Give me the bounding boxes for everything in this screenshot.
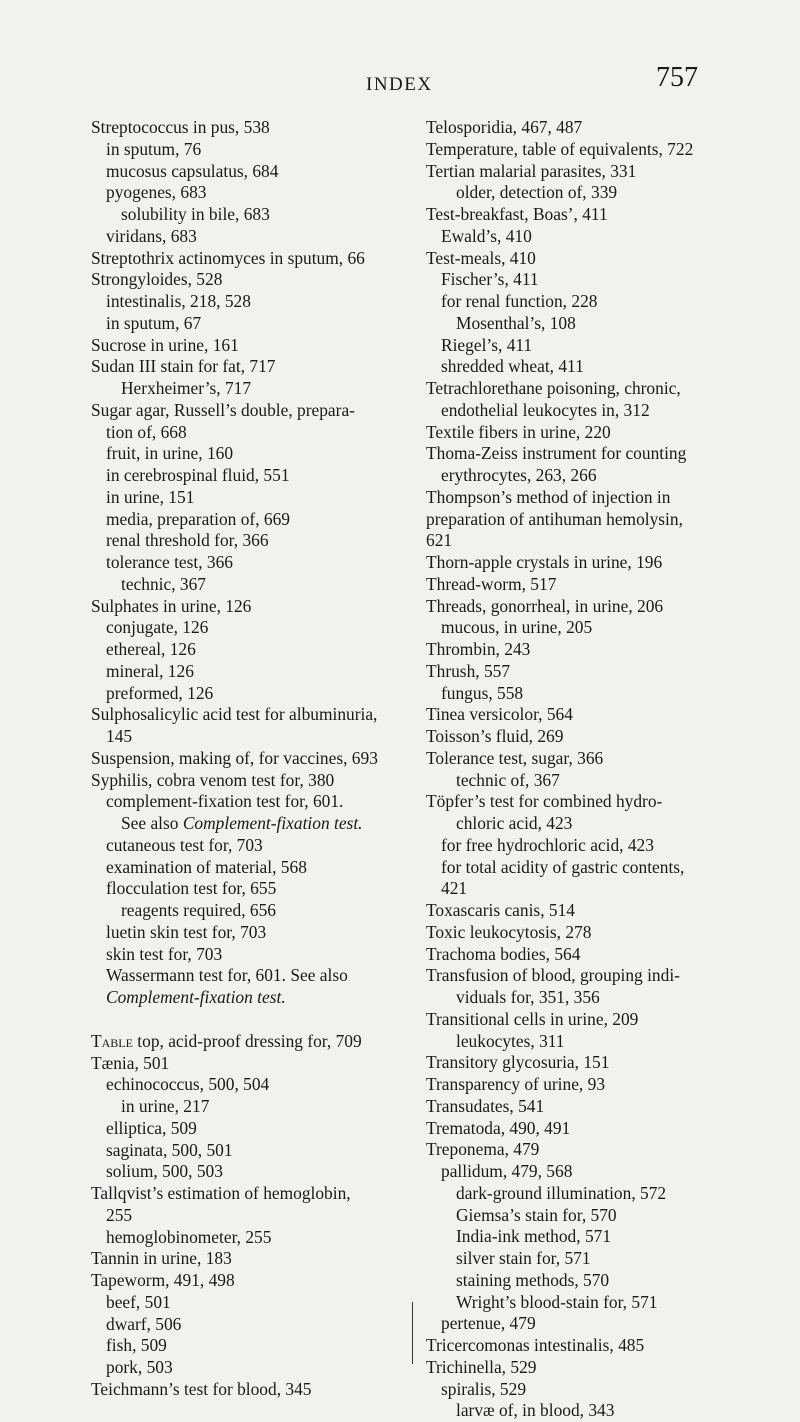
index-subsubentry: Giemsa’s stain for, 570 bbox=[456, 1204, 617, 1225]
index-subentry: mucosus capsulatus, 684 bbox=[106, 160, 279, 181]
index-subentry: preformed, 126 bbox=[106, 682, 214, 703]
index-subsubentry: Mosenthal’s, 108 bbox=[456, 312, 576, 333]
index-subentry: media, preparation of, 669 bbox=[106, 508, 290, 529]
index-subentry: for free hydrochloric acid, 423 bbox=[441, 834, 654, 855]
index-subentry: conjugate, 126 bbox=[106, 617, 209, 638]
index-entry: Thorn-apple crystals in urine, 196 bbox=[426, 552, 663, 572]
index-subentry: shredded wheat, 411 bbox=[441, 356, 584, 377]
index-entry: Test-meals, 410 bbox=[426, 247, 536, 268]
index-subsubentry: reagents required, 656 bbox=[121, 900, 277, 920]
index-entry: Thompson’s method of injection in bbox=[426, 486, 671, 507]
index-entry: Tallqvist’s estimation of hemoglobin, bbox=[91, 1183, 351, 1203]
index-subentry: Ewald’s, 410 bbox=[441, 225, 532, 246]
index-entry: Thrombin, 243 bbox=[426, 639, 531, 659]
index-subentry: pyogenes, 683 bbox=[106, 182, 207, 203]
index-entry: Thoma-Zeiss instrument for counting bbox=[426, 443, 687, 464]
index-entry: Treponema, 479 bbox=[426, 1139, 540, 1160]
index-entry: Tinea versicolor, 564 bbox=[426, 704, 573, 725]
index-entry: Textile fibers in urine, 220 bbox=[426, 421, 611, 442]
index-entry: Transitory glycosuria, 151 bbox=[426, 1052, 610, 1073]
index-entry-text: top, acid-proof dressing for, 709 bbox=[132, 1030, 362, 1051]
index-subentry: pertenue, 479 bbox=[441, 1313, 536, 1334]
index-subentry: echinococcus, 500, 504 bbox=[106, 1074, 270, 1095]
index-subentry: ethereal, 126 bbox=[106, 639, 196, 659]
index-entry: Trematoda, 490, 491 bbox=[426, 1117, 571, 1138]
index-entry-continuation: endothelial leukocytes in, 312 bbox=[441, 399, 650, 420]
index-cross-reference bbox=[91, 987, 421, 1009]
index-subentry: tolerance test, 366 bbox=[106, 552, 233, 572]
index-entry: Trachoma bodies, 564 bbox=[426, 943, 581, 964]
index-subentry: beef, 501 bbox=[106, 1291, 171, 1312]
index-entry: Thrush, 557 bbox=[426, 660, 511, 681]
index-entry: Streptococcus in pus, 538 bbox=[91, 117, 270, 137]
index-subentry: skin test for, 703 bbox=[106, 943, 223, 964]
running-head: INDEX bbox=[366, 74, 433, 95]
index-entry-continuation: preparation of antihuman hemolysin, bbox=[426, 508, 683, 529]
index-entry: Toisson’s fluid, 269 bbox=[426, 726, 564, 746]
index-entry: Toxascaris canis, 514 bbox=[426, 900, 575, 920]
index-entry-continuation: 621 bbox=[426, 530, 453, 551]
index-subentry: Wassermann test for, 601. See also bbox=[106, 965, 348, 986]
index-subentry: renal threshold for, 366 bbox=[106, 530, 269, 551]
index-subsubentry: older, detection of, 339 bbox=[456, 182, 618, 203]
see-also-target: Complement-fixation test. bbox=[106, 987, 286, 1007]
index-subsubentry: larvæ of, in blood, 343 bbox=[456, 1400, 615, 1421]
index-subentry: fish, 509 bbox=[106, 1335, 167, 1356]
index-subentry: for renal function, 228 bbox=[441, 291, 598, 311]
index-entry-continuation: 255 bbox=[106, 1204, 133, 1225]
index-entry: Tertian malarial parasites, 331 bbox=[426, 160, 637, 181]
index-subentry: mucous, in urine, 205 bbox=[441, 617, 593, 638]
index-entry: Transparency of urine, 93 bbox=[426, 1074, 606, 1094]
index-entry: Sucrose in urine, 161 bbox=[91, 334, 239, 355]
page-number: 757 bbox=[656, 62, 698, 93]
index-subentry: solium, 500, 503 bbox=[106, 1161, 223, 1182]
index-entry-continuation: 145 bbox=[106, 726, 133, 746]
index-column-left bbox=[91, 117, 421, 1401]
index-entry: Thread-worm, 517 bbox=[426, 573, 557, 594]
index-subentry: complement-fixation test for, 601. bbox=[106, 791, 344, 812]
index-entry: Teichmann’s test for blood, 345 bbox=[91, 1378, 312, 1399]
index-subentry: pallidum, 479, 568 bbox=[441, 1161, 573, 1181]
index-column-right bbox=[426, 117, 752, 1422]
index-subsubentry: technic, 367 bbox=[121, 573, 206, 594]
index-subentry: Fischer’s, 411 bbox=[441, 269, 539, 290]
index-subsubentry: leukocytes, 311 bbox=[456, 1030, 565, 1051]
index-subentry: spiralis, 529 bbox=[441, 1378, 527, 1399]
index-entry: Tapeworm, 491, 498 bbox=[91, 1270, 235, 1290]
index-entry: Test-breakfast, Boas’, 411 bbox=[426, 204, 608, 224]
index-entry bbox=[91, 1031, 421, 1053]
index-entry: Sugar agar, Russell’s double, prepara- bbox=[91, 399, 355, 420]
index-subentry: dwarf, 506 bbox=[106, 1313, 182, 1334]
index-subsubentry: dark-ground illumination, 572 bbox=[456, 1182, 667, 1203]
index-entry: Tricercomonas intestinalis, 485 bbox=[426, 1335, 645, 1355]
index-cross-reference bbox=[91, 813, 421, 835]
index-subsubentry: technic of, 367 bbox=[456, 769, 560, 790]
index-subentry: pork, 503 bbox=[106, 1357, 173, 1377]
index-subsubentry: silver stain for, 571 bbox=[456, 1248, 591, 1268]
index-subsubentry: in urine, 217 bbox=[121, 1096, 210, 1116]
index-entry: Sulphates in urine, 126 bbox=[91, 595, 252, 616]
index-subentry: elliptica, 509 bbox=[106, 1117, 197, 1138]
index-entry: Strongyloides, 528 bbox=[91, 269, 223, 290]
index-entry: Threads, gonorrheal, in urine, 206 bbox=[426, 595, 664, 616]
index-subsubentry: Herxheimer’s, 717 bbox=[121, 378, 252, 398]
index-entry: Trichinella, 529 bbox=[426, 1356, 537, 1377]
index-subsubentry: Wright’s blood-stain for, 571 bbox=[456, 1291, 658, 1312]
index-subsubentry: India-ink method, 571 bbox=[456, 1226, 612, 1247]
index-subentry: flocculation test for, 655 bbox=[106, 878, 277, 899]
index-entry-continuation: viduals for, 351, 356 bbox=[456, 987, 600, 1007]
index-entry: Toxic leukocytosis, 278 bbox=[426, 921, 592, 942]
index-entry-continuation: chloric acid, 423 bbox=[456, 813, 573, 833]
letter-section-gap bbox=[91, 1009, 421, 1031]
page-header bbox=[0, 62, 800, 102]
index-subentry: Riegel’s, 411 bbox=[441, 334, 533, 355]
index-entry-continuation: 421 bbox=[441, 878, 468, 899]
index-entry-continuation: tion of, 668 bbox=[106, 421, 187, 442]
index-subentry: in sputum, 76 bbox=[106, 138, 202, 159]
index-entry: Syphilis, cobra venom test for, 380 bbox=[91, 769, 335, 790]
index-entry: Sulphosalicylic acid test for albuminuria, bbox=[91, 704, 378, 725]
index-subentry: mineral, 126 bbox=[106, 660, 194, 681]
index-entry: Töpfer’s test for combined hydro- bbox=[426, 791, 663, 812]
index-entry: Transitional cells in urine, 209 bbox=[426, 1008, 639, 1029]
column-divider bbox=[412, 1302, 413, 1364]
index-subentry: saginata, 500, 501 bbox=[106, 1139, 233, 1160]
index-entry: Tetrachlorethane poisoning, chronic, bbox=[426, 378, 681, 398]
index-entry: Tænia, 501 bbox=[91, 1052, 170, 1073]
index-subsubentry: solubility in bile, 683 bbox=[121, 204, 270, 224]
index-entry: Suspension, making of, for vaccines, 693 bbox=[91, 747, 378, 768]
index-entry: Sudan III stain for fat, 717 bbox=[91, 356, 276, 377]
index-subentry: examination of material, 568 bbox=[106, 856, 307, 877]
index-subentry: fruit, in urine, 160 bbox=[106, 443, 234, 464]
see-also-label: See also bbox=[121, 813, 183, 833]
see-also-target: Complement-fixation test. bbox=[182, 813, 363, 833]
index-entry: Tolerance test, sugar, 366 bbox=[426, 747, 604, 768]
index-entry: Transfusion of blood, grouping indi- bbox=[426, 965, 680, 986]
index-subsubentry: staining methods, 570 bbox=[456, 1269, 610, 1290]
section-lead-word: Table bbox=[91, 1030, 133, 1051]
index-subentry: in sputum, 67 bbox=[106, 312, 202, 333]
index-entry-continuation: erythrocytes, 263, 266 bbox=[441, 465, 597, 485]
index-subentry: luetin skin test for, 703 bbox=[106, 921, 267, 942]
index-entry: Tannin in urine, 183 bbox=[91, 1248, 232, 1269]
index-entry: Transudates, 541 bbox=[426, 1095, 545, 1116]
index-subentry: fungus, 558 bbox=[441, 682, 524, 703]
index-subentry: for total acidity of gastric contents, bbox=[441, 856, 685, 877]
index-entry: Telosporidia, 467, 487 bbox=[426, 117, 583, 137]
index-subentry: intestinalis, 218, 528 bbox=[106, 291, 251, 311]
index-subentry: in cerebrospinal fluid, 551 bbox=[106, 465, 290, 485]
index-subentry: cutaneous test for, 703 bbox=[106, 834, 263, 855]
index-entry: Streptothrix actinomyces in sputum, 66 bbox=[91, 247, 365, 268]
index-subentry: in urine, 151 bbox=[106, 486, 195, 507]
index-subentry: viridans, 683 bbox=[106, 225, 197, 246]
index-entry: Temperature, table of equivalents, 722 bbox=[426, 138, 694, 159]
index-subentry: hemoglobinometer, 255 bbox=[106, 1226, 272, 1247]
